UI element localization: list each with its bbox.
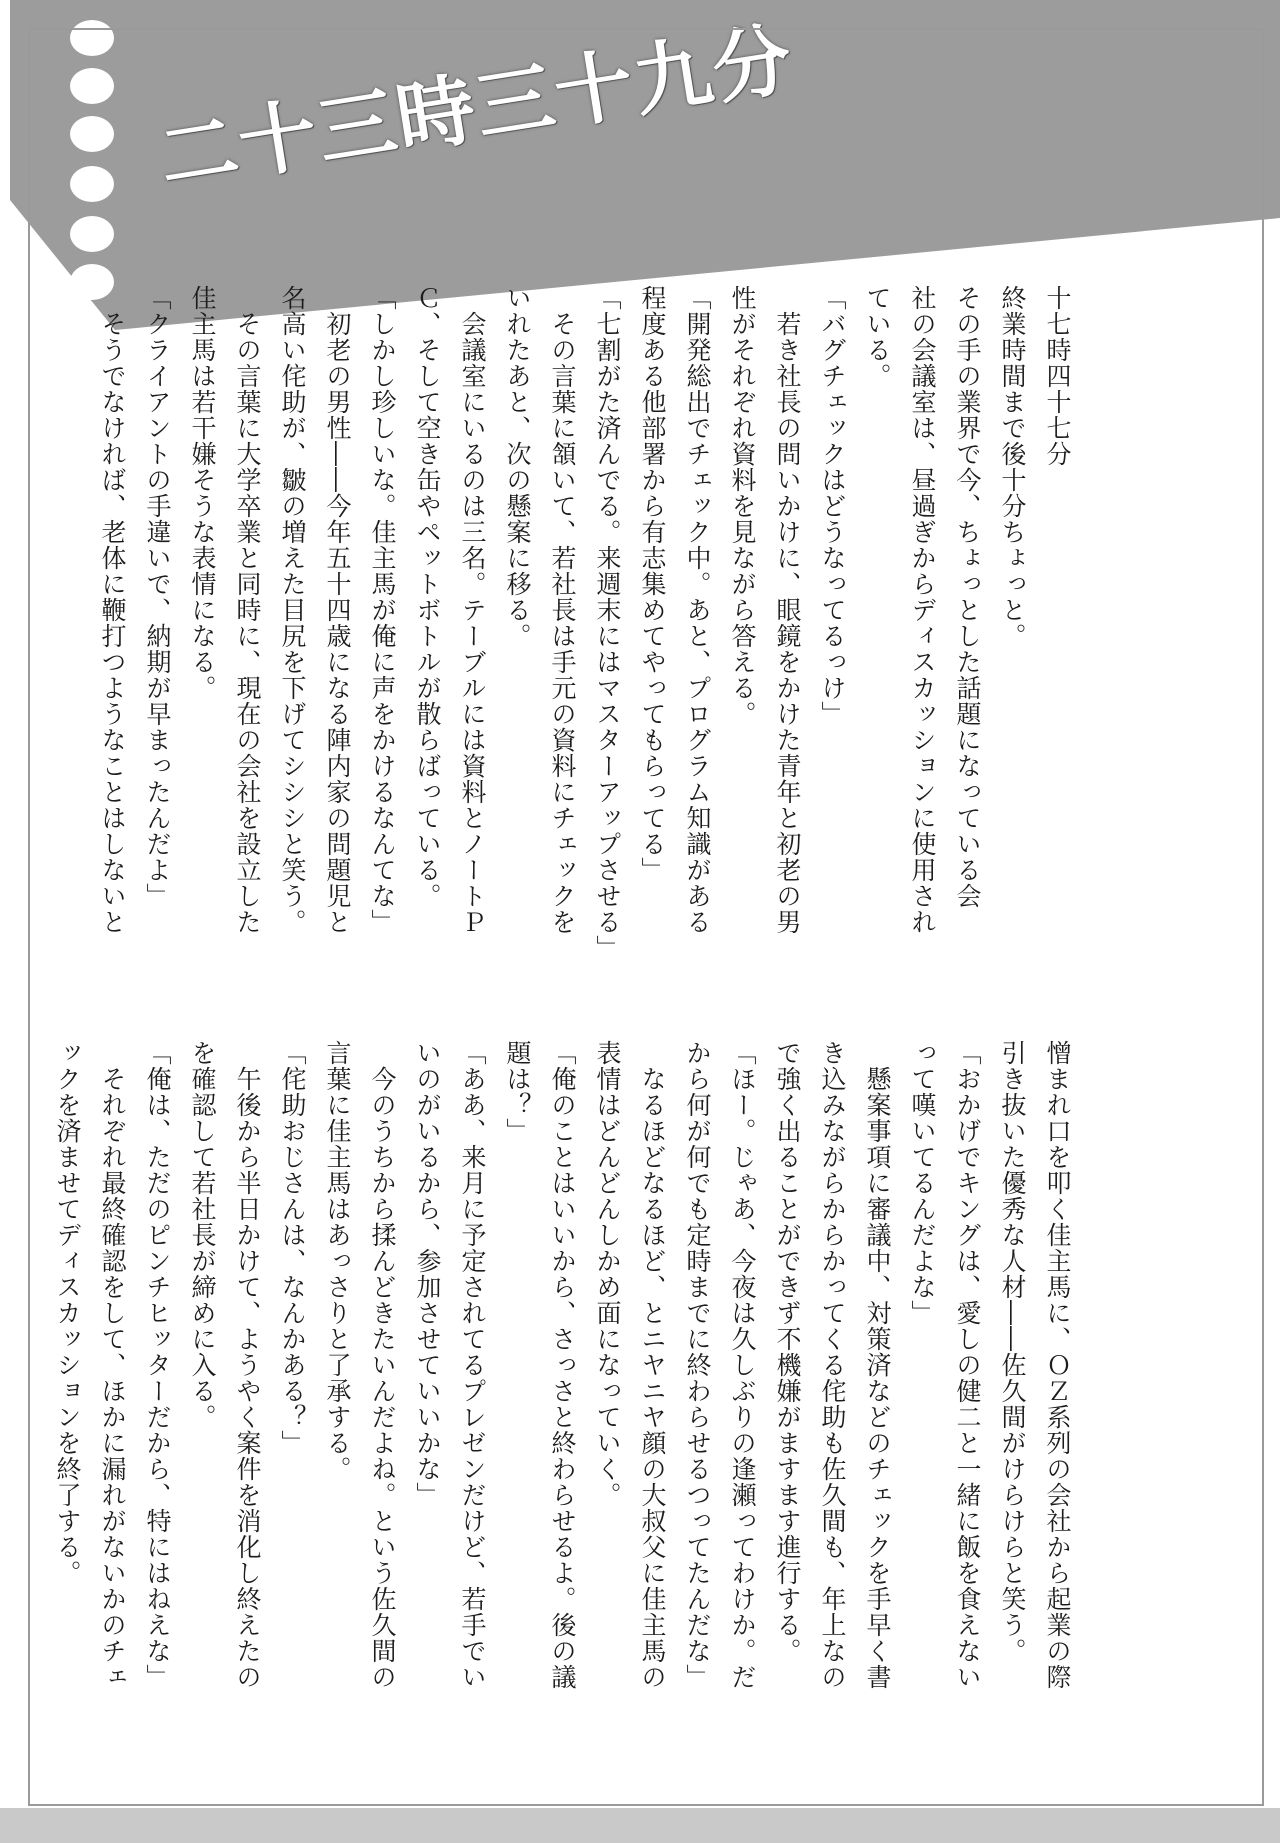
text-line: 「俺は、ただのピンチヒッターだから、特にはねえな」 xyxy=(143,1040,172,1690)
text-line: 「おかげでキングは、愛しの健二と一緒に飯を食えない xyxy=(953,1040,982,1690)
chapter-title: 二十三時三十九分 xyxy=(153,14,800,204)
text-line: から何が何でも定時までに終わらせるつってたんだな」 xyxy=(683,1040,712,1690)
bottom-bar xyxy=(0,1808,1280,1843)
text-line: 「開発総出でチェック中。あと、プログラム知識がある xyxy=(683,285,712,935)
text-line: 「クライアントの手違いで、納期が早まったんだよ」 xyxy=(143,285,172,909)
text-line: き込みながらからかってくる侘助も佐久間も、年上なの xyxy=(818,1040,847,1690)
text-line: 佳主馬は若干嫌そうな表情になる。 xyxy=(188,285,217,701)
text-line: なるほどなるほど、とニヤニヤ顔の大叔父に佳主馬の xyxy=(638,1040,667,1690)
text-line: ックを済ませてディスカッションを終了する。 xyxy=(53,1040,82,1586)
text-line: 「七割がた済んでる。来週末にはマスターアップさせる」 xyxy=(593,285,622,961)
text-line: を確認して若社長が締めに入る。 xyxy=(188,1040,217,1430)
text-line: 名高い侘助が、皺の増えた目尻を下げてシシシと笑う。 xyxy=(278,285,307,935)
text-line: 「しかし珍しいな。佳主馬が俺に声をかけるなんてな」 xyxy=(368,285,397,935)
text-line: 憎まれ口を叩く佳主馬に、ＯＺ系列の会社から起業の際 xyxy=(1043,1040,1072,1690)
text-line: 午後から半日かけて、ようやく案件を消化し終えたの xyxy=(233,1040,262,1690)
text-line: 「侘助おじさんは、なんかある？」 xyxy=(278,1040,307,1456)
text-line: 言葉に佳主馬はあっさりと了承する。 xyxy=(323,1040,352,1482)
text-line: その言葉に頷いて、若社長は手元の資料にチェックを xyxy=(548,285,577,935)
text-line: 若き社長の問いかけに、眼鏡をかけた青年と初老の男 xyxy=(773,285,802,935)
text-line: 懸案事項に審議中、対策済などのチェックを手早く書 xyxy=(863,1040,892,1690)
text-line: って嘆いてるんだよな」 xyxy=(908,1040,937,1326)
text-line: 「俺のことはいいから、さっさと終わらせるよ。後の議 xyxy=(548,1040,577,1690)
text-line: 「バグチェックはどうなってるっけ」 xyxy=(818,285,847,727)
text-line: 題は？」 xyxy=(503,1040,532,1144)
text-line: その言葉に大学卒業と同時に、現在の会社を設立した xyxy=(233,285,262,935)
text-line: 表情はどんどんしかめ面になっていく。 xyxy=(593,1040,622,1508)
text-line: 引き抜いた優秀な人材――佐久間がけらけらと笑う。 xyxy=(998,1040,1027,1664)
text-line: 終業時間まで後十分ちょっと。 xyxy=(998,285,1027,649)
text-line: 性がそれぞれ資料を見ながら答える。 xyxy=(728,285,757,727)
text-line: ている。 xyxy=(863,285,892,389)
text-line: 初老の男性――今年五十四歳になる陣内家の問題児と xyxy=(323,285,352,935)
text-line: その手の業界で今、ちょっとした話題になっている会 xyxy=(953,285,982,909)
text-line: 「ほー。じゃあ、今夜は久しぶりの逢瀬ってわけか。だ xyxy=(728,1040,757,1690)
text-line: 程度ある他部署から有志集めてやってもらってる」 xyxy=(638,285,667,883)
page-frame xyxy=(28,28,1264,1806)
time-stamp: 十七時四十七分 xyxy=(1043,285,1072,467)
text-line: 社の会議室は、昼過ぎからディスカッションに使用され xyxy=(908,285,937,935)
text-line: 「ああ、来月に予定されてるプレゼンだけど、若手でい xyxy=(458,1040,487,1690)
text-line: Ｃ、そして空き缶やペットボトルが散らばっている。 xyxy=(413,285,442,909)
text-line: で強く出ることができず不機嫌がますます進行する。 xyxy=(773,1040,802,1664)
text-line: 今のうちから揉んどきたいんだよね。という佐久間の xyxy=(368,1040,397,1690)
text-line: いのがいるから、参加させていいかな」 xyxy=(413,1040,442,1508)
text-line: それぞれ最終確認をして、ほかに漏れがないかのチェ xyxy=(98,1040,127,1690)
text-line: 会議室にいるのは三名。テーブルには資料とノートＰ xyxy=(458,285,487,935)
text-line: いれたあと、次の懸案に移る。 xyxy=(503,285,532,649)
text-line: そうでなければ、老体に鞭打つようなことはしないと xyxy=(98,285,127,935)
